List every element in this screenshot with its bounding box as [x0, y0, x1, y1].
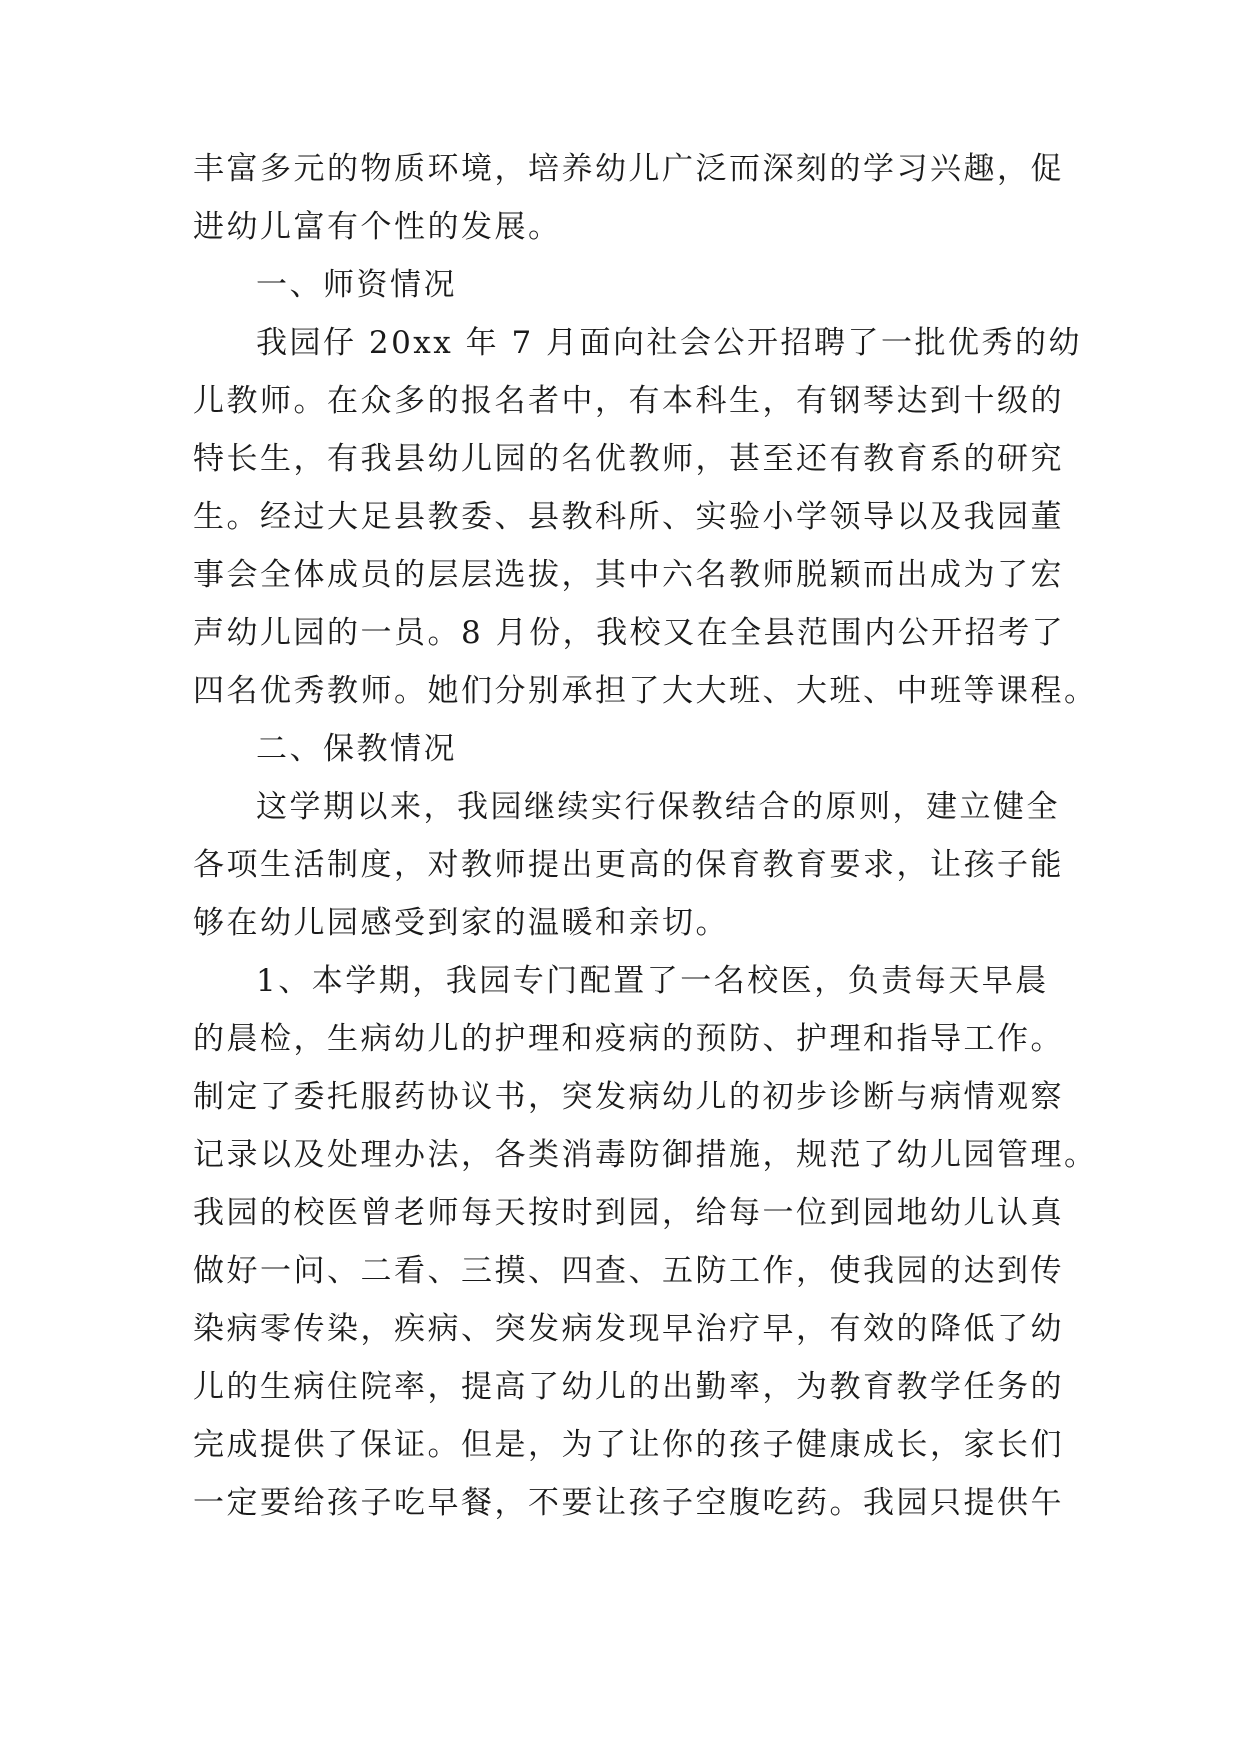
- body-text-line: 染病零传染，疾病、突发病发现早治疗早，有效的降低了幼: [193, 1311, 1064, 1347]
- body-text-line: 事会全体成员的层层选拔，其中六名教师脱颖而出成为了宏: [193, 557, 1064, 593]
- body-text-line: 做好一问、二看、三摸、四查、五防工作，使我园的达到传: [193, 1253, 1064, 1289]
- body-text-line: 生。经过大足县教委、县教科所、实验小学领导以及我园董: [193, 499, 1064, 535]
- section-heading: 一、师资情况: [256, 267, 457, 303]
- section-heading: 二、保教情况: [256, 731, 457, 767]
- body-text-line: 儿的生病住院率，提高了幼儿的出勤率，为教育教学任务的: [193, 1369, 1064, 1405]
- body-text-line: 丰富多元的物质环境，培养幼儿广泛而深刻的学习兴趣，促: [193, 151, 1064, 187]
- body-text-line: 的晨检，生病幼儿的护理和疫病的预防、护理和指导工作。: [193, 1021, 1064, 1057]
- body-text-line: 特长生，有我县幼儿园的名优教师，甚至还有教育系的研究: [193, 441, 1064, 477]
- body-text-line: 各项生活制度，对教师提出更高的保育教育要求，让孩子能: [193, 847, 1064, 883]
- body-text-line: 一定要给孩子吃早餐，不要让孩子空腹吃药。我园只提供午: [193, 1485, 1064, 1521]
- body-text-line: 我园的校医曾老师每天按时到园，给每一位到园地幼儿认真: [193, 1195, 1064, 1231]
- body-text-line: 进幼儿富有个性的发展。: [193, 209, 562, 245]
- paragraph-first-line: 1、本学期，我园专门配置了一名校医，负责每天早晨: [256, 963, 1049, 999]
- body-text-line: 四名优秀教师。她们分别承担了大大班、大班、中班等课程。: [193, 673, 1098, 709]
- body-text-line: 记录以及处理办法，各类消毒防御措施，规范了幼儿园管理。: [193, 1137, 1098, 1173]
- paragraph-first-line: 这学期以来，我园继续实行保教结合的原则，建立健全: [256, 789, 1060, 825]
- body-text-line: 声幼儿园的一员。8 月份，我校又在全县范围内公开招考了: [193, 615, 1066, 651]
- body-text-line: 制定了委托服药协议书，突发病幼儿的初步诊断与病情观察: [193, 1079, 1064, 1115]
- paragraph-first-line: 我园仔 20xx 年 7 月面向社会公开招聘了一批优秀的幼: [256, 325, 1083, 361]
- body-text-line: 够在幼儿园感受到家的温暖和亲切。: [193, 905, 729, 941]
- body-text-line: 完成提供了保证。但是，为了让你的孩子健康成长，家长们: [193, 1427, 1064, 1463]
- body-text-line: 儿教师。在众多的报名者中，有本科生，有钢琴达到十级的: [193, 383, 1064, 419]
